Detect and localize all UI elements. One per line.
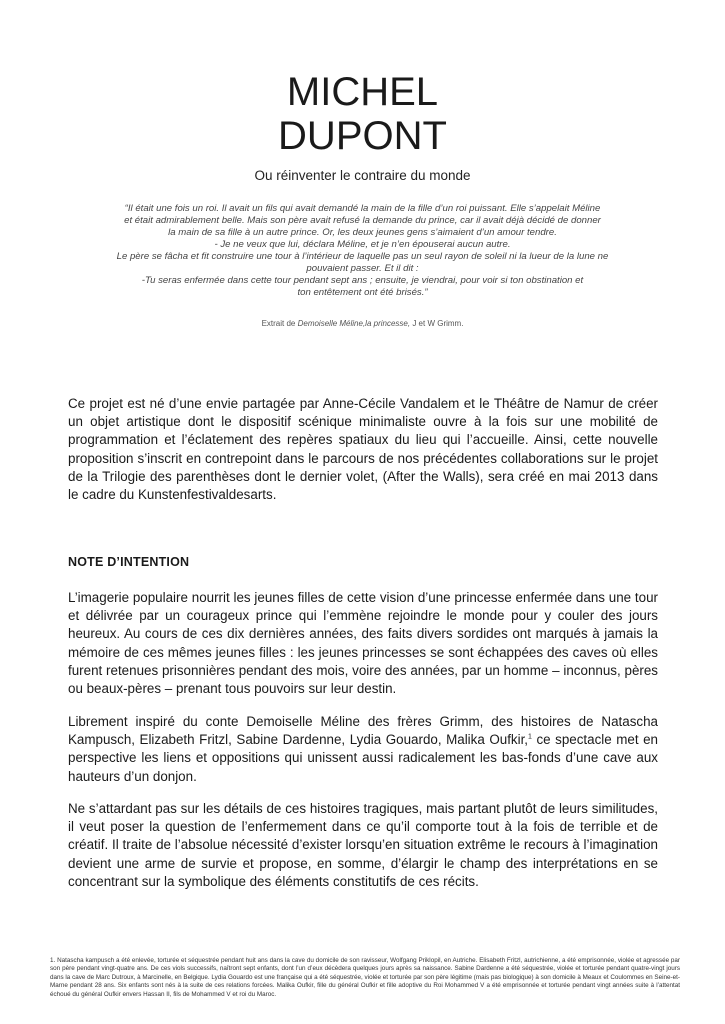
epigraph-line: - Je ne veux que lui, déclara Méline, et je n’en épouserai aucun autre. <box>214 239 511 250</box>
paragraph-text-end: ce spectacle met en perspective les liens et oppositions qui unissent aussi radicalement les bas-fonds d’une cave aux hauteurs d’un donjon. <box>68 732 658 784</box>
paragraph-text: Ne s’attardant pas sur les détails de ces histoires tragiques, mais partant plutôt de leurs similitudes, il veut poser la question de l’enfermement dans ce qu’il comporte tout à la fois de terrible et de créatif. Il traite de l’absolue nécessité d’exister lorsqu’en situation extrême le recours à l’imagination devient une arme de survie et propose, en somme, d’élargir le champ des interprétations en se concentrant sur la symbolique des éléments constitutifs de ces récits. <box>68 801 658 889</box>
epigraph-line: ton entêtement ont été brisés.” <box>297 287 428 298</box>
section-heading: NOTE D’INTENTION <box>68 555 190 569</box>
intention-paragraph-2 <box>68 713 658 786</box>
epigraph-line: la main de sa fille à un autre prince. Or, les deux jeunes gens s’aimaient d’un amour tendre. <box>168 227 557 238</box>
credit-prefix: Extrait de <box>261 319 296 328</box>
epigraph-line: pouvaient passer. Et il dit : <box>306 263 419 274</box>
intro-paragraph <box>68 395 658 504</box>
epigraph-line: -Tu seras enfermée dans cette tour pendant sept ans ; ensuite, je viendrai, pour voir si ton obstination et <box>141 275 584 286</box>
credit-work: Demoiselle Méline,la princesse, <box>297 319 411 328</box>
subtitle: Ou réinventer le contraire du monde <box>254 168 471 183</box>
title-line-2: DUPONT <box>278 114 447 158</box>
epigraph-line: Le père se fâcha et fit construire une tour à l’intérieur de laquelle pas un seul rayon de soleil ni la lueur de la lune ne <box>116 251 609 262</box>
epigraph-line: “Il était une fois un roi. Il avait un fils qui avait demandé la main de la fille d’un roi puissant. Elle s’appelait Méline <box>124 203 601 214</box>
epigraph-line: et était admirablement belle. Mais son père avait refusé la demande du prince, car il avait déjà décidé de donner <box>124 215 601 226</box>
paragraph-text <box>68 713 658 786</box>
paragraph-text-start: Librement inspiré du conte Demoiselle Méline des frères Grimm, des histoires de Natascha Kampusch, Elizabeth Fritzl, Sabine Dardenne, Lydia Gouardo, Malika Oufkir, <box>68 714 658 748</box>
credit-suffix: J et W Grimm. <box>412 319 464 328</box>
page-title <box>0 70 725 158</box>
intention-paragraph-3 <box>68 800 658 891</box>
epigraph-credit <box>0 319 725 328</box>
intention-paragraph-1 <box>68 589 658 698</box>
intro-text: Ce projet est né d’une envie partagée par Anne-Cécile Vandalem et le Théâtre de Namur de créer un objet artistique dont le dispositif scénique minimaliste ouvre à la fois sur une mobilité de programmation et l’éclatement des repères spatiaux du lieu qui l’accueille. Ainsi, cette nouvelle proposition s’inscrit en contrepoint dans le parcours de nos précédentes collaborations sur le projet de la Trilogie des parenthèses dont le dernier volet, (After the Walls), sera créé en mai 2013 dans le cadre du Kunstenfestivaldesarts. <box>68 396 658 503</box>
epigraph-quote <box>105 203 620 299</box>
footnote-ref: 1 <box>528 733 532 741</box>
title-line-1: MICHEL <box>286 70 439 114</box>
footnote: 1. Natascha kampusch a été enlevée, torturée et séquestrée pendant huit ans dans la cave du domicile de son ravisseur, Wolfgang Priklopil, en Autriche. Elisabeth Fritzl, autrichienne, a été emprisonnée, violée et agressée par son père pendant vingt-quatre ans. De ces viols successifs, naîtront sept enfants, dont l’un d’eux décèdera quelques jours après sa naissance. Sabine Dardenne a été séquestrée, violée et torturée pendant quatre-vingt jours dans la cave de Marc Dutroux, à Marcinelle, en Belgique. Lydia Gouardo est une française qui a été séquestrée, violée et torturée par son père légitime (mais pas biologique) à son domicile à Meaux et Coulommes en Seine-et-Marne pendant 28 ans. Six enfants sont nés à la suite de ces relations forcées. Malika Oufkir, fille du général Oufkir et fille adoptive du Roi Mohammed V a été emprisonnée et torturée pendant vingt années suite à l’attentat échoué du général Oufkir envers Hassan II, fils de Mohammed V et roi du Maroc. <box>50 957 680 998</box>
paragraph-text: L’imagerie populaire nourrit les jeunes filles de cette vision d’une princesse enfermée dans une tour et délivrée par un courageux prince qui l’emmène rejoindre le monde pour y couler des jours heureux. Au cours de ces dix dernières années, des faits divers sordides ont marqués à jamais la mémoire de ces mêmes jeunes filles : les jeunes princesses se sont échappées des caves où elles furent retenues prisonnières pendant des mois, voire des années, par un homme – inconnus, pères ou beaux-pères – prenant tous pouvoirs sur leur destin. <box>68 590 658 697</box>
